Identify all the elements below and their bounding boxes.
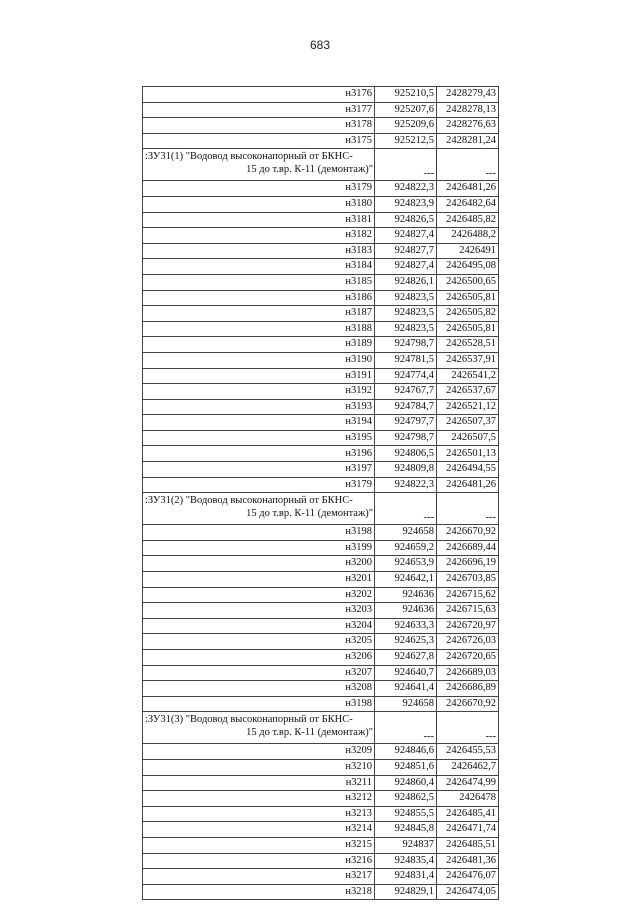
- section-dash-x: ---: [375, 712, 437, 744]
- x-coordinate-cell: 924826,1: [375, 274, 437, 290]
- point-id-cell: н3206: [143, 650, 375, 666]
- y-coordinate-cell: 2426670,92: [437, 696, 499, 712]
- point-id-cell: н3211: [143, 775, 375, 791]
- table-row: [143, 572, 499, 588]
- point-id-cell: н3177: [143, 102, 375, 118]
- table-row: [143, 87, 499, 103]
- y-coordinate-cell: 2426528,51: [437, 337, 499, 353]
- y-coordinate-cell: 2428276,63: [437, 118, 499, 134]
- x-coordinate-cell: 924781,5: [375, 352, 437, 368]
- table-row: [143, 744, 499, 760]
- y-coordinate-cell: 2426494,55: [437, 462, 499, 478]
- section-title: [143, 712, 375, 744]
- y-coordinate-cell: 2428281,24: [437, 133, 499, 149]
- table-row: [143, 634, 499, 650]
- point-id-cell: н3176: [143, 87, 375, 103]
- point-id-cell: н3193: [143, 399, 375, 415]
- point-id-cell: н3181: [143, 212, 375, 228]
- x-coordinate-cell: 924806,5: [375, 446, 437, 462]
- x-coordinate-cell: 924633,3: [375, 618, 437, 634]
- x-coordinate-cell: 925210,5: [375, 87, 437, 103]
- point-id-cell: н3175: [143, 133, 375, 149]
- x-coordinate-cell: 924827,4: [375, 228, 437, 244]
- point-id-cell: н3203: [143, 603, 375, 619]
- x-coordinate-cell: 924658: [375, 696, 437, 712]
- y-coordinate-cell: 2426689,03: [437, 665, 499, 681]
- table-row: [143, 884, 499, 900]
- section-title-line2: 15 до т.вр. К-11 (демонтаж)": [246, 508, 373, 520]
- coordinates-table-body: [143, 87, 499, 900]
- y-coordinate-cell: 2426488,2: [437, 228, 499, 244]
- table-row: [143, 869, 499, 885]
- table-row: [143, 853, 499, 869]
- y-coordinate-cell: 2426485,82: [437, 212, 499, 228]
- table-row: [143, 540, 499, 556]
- point-id-cell: н3178: [143, 118, 375, 134]
- x-coordinate-cell: 924636: [375, 603, 437, 619]
- x-coordinate-cell: 924823,5: [375, 321, 437, 337]
- section-header-row: [143, 712, 499, 744]
- table-row: [143, 228, 499, 244]
- point-id-cell: н3196: [143, 446, 375, 462]
- x-coordinate-cell: 924846,6: [375, 744, 437, 760]
- y-coordinate-cell: 2426505,81: [437, 321, 499, 337]
- x-coordinate-cell: 924822,3: [375, 181, 437, 197]
- point-id-cell: н3213: [143, 806, 375, 822]
- y-coordinate-cell: 2426501,13: [437, 446, 499, 462]
- y-coordinate-cell: 2428278,13: [437, 102, 499, 118]
- x-coordinate-cell: 924653,9: [375, 556, 437, 572]
- x-coordinate-cell: 924627,8: [375, 650, 437, 666]
- y-coordinate-cell: 2426500,65: [437, 274, 499, 290]
- x-coordinate-cell: 925207,6: [375, 102, 437, 118]
- point-id-cell: н3191: [143, 368, 375, 384]
- table-row: [143, 212, 499, 228]
- x-coordinate-cell: 924636: [375, 587, 437, 603]
- section-title: [143, 493, 375, 525]
- table-row: [143, 118, 499, 134]
- x-coordinate-cell: 924822,3: [375, 477, 437, 493]
- section-header-row: [143, 493, 499, 525]
- y-coordinate-cell: 2426462,7: [437, 759, 499, 775]
- point-id-cell: н3188: [143, 321, 375, 337]
- x-coordinate-cell: 924835,4: [375, 853, 437, 869]
- x-coordinate-cell: 924767,7: [375, 384, 437, 400]
- point-id-cell: н3189: [143, 337, 375, 353]
- x-coordinate-cell: 924659,2: [375, 540, 437, 556]
- section-dash-y: ---: [437, 493, 499, 525]
- table-row: [143, 102, 499, 118]
- x-coordinate-cell: 924831,4: [375, 869, 437, 885]
- point-id-cell: н3209: [143, 744, 375, 760]
- point-id-cell: н3195: [143, 430, 375, 446]
- section-title-line2: 15 до т.вр. К-11 (демонтаж)": [246, 164, 373, 176]
- y-coordinate-cell: 2426481,26: [437, 477, 499, 493]
- table-row: [143, 243, 499, 259]
- section-title-line1: :ЗУ31(3) "Водовод высоконапорный от БКНС-: [145, 714, 353, 726]
- x-coordinate-cell: 924837: [375, 837, 437, 853]
- point-id-cell: н3201: [143, 572, 375, 588]
- y-coordinate-cell: 2426478: [437, 791, 499, 807]
- point-id-cell: н3183: [143, 243, 375, 259]
- table-row: [143, 587, 499, 603]
- point-id-cell: н3217: [143, 869, 375, 885]
- x-coordinate-cell: 924797,7: [375, 415, 437, 431]
- point-id-cell: н3198: [143, 525, 375, 541]
- y-coordinate-cell: 2426505,82: [437, 306, 499, 322]
- point-id-cell: н3215: [143, 837, 375, 853]
- point-id-cell: н3186: [143, 290, 375, 306]
- y-coordinate-cell: 2426521,12: [437, 399, 499, 415]
- y-coordinate-cell: 2426507,5: [437, 430, 499, 446]
- section-title-line1: :ЗУ31(2) "Водовод высоконапорный от БКНС-: [145, 495, 353, 507]
- point-id-cell: н3205: [143, 634, 375, 650]
- y-coordinate-cell: 2426474,05: [437, 884, 499, 900]
- y-coordinate-cell: 2426696,19: [437, 556, 499, 572]
- coordinates-table: [142, 86, 499, 900]
- table-row: [143, 274, 499, 290]
- table-row: [143, 759, 499, 775]
- x-coordinate-cell: 924625,3: [375, 634, 437, 650]
- x-coordinate-cell: 924855,5: [375, 806, 437, 822]
- table-row: [143, 665, 499, 681]
- x-coordinate-cell: 924658: [375, 525, 437, 541]
- point-id-cell: н3198: [143, 696, 375, 712]
- y-coordinate-cell: 2426537,67: [437, 384, 499, 400]
- x-coordinate-cell: 924774,4: [375, 368, 437, 384]
- table-row: [143, 822, 499, 838]
- section-dash-x: ---: [375, 149, 437, 181]
- table-row: [143, 290, 499, 306]
- point-id-cell: н3190: [143, 352, 375, 368]
- x-coordinate-cell: 924827,4: [375, 259, 437, 275]
- x-coordinate-cell: 925209,6: [375, 118, 437, 134]
- table-row: [143, 525, 499, 541]
- y-coordinate-cell: 2426471,74: [437, 822, 499, 838]
- x-coordinate-cell: 924826,5: [375, 212, 437, 228]
- table-row: [143, 603, 499, 619]
- y-coordinate-cell: 2426455,53: [437, 744, 499, 760]
- table-row: [143, 681, 499, 697]
- y-coordinate-cell: 2426476,07: [437, 869, 499, 885]
- point-id-cell: н3218: [143, 884, 375, 900]
- table-row: [143, 837, 499, 853]
- x-coordinate-cell: 924823,5: [375, 306, 437, 322]
- section-title-line2: 15 до т.вр. К-11 (демонтаж)": [246, 727, 373, 739]
- y-coordinate-cell: 2426726,03: [437, 634, 499, 650]
- x-coordinate-cell: 924862,5: [375, 791, 437, 807]
- point-id-cell: н3204: [143, 618, 375, 634]
- x-coordinate-cell: 924823,5: [375, 290, 437, 306]
- x-coordinate-cell: 924798,7: [375, 430, 437, 446]
- table-row: [143, 446, 499, 462]
- table-row: [143, 337, 499, 353]
- point-id-cell: н3199: [143, 540, 375, 556]
- table-row: [143, 196, 499, 212]
- x-coordinate-cell: 924823,9: [375, 196, 437, 212]
- y-coordinate-cell: 2426689,44: [437, 540, 499, 556]
- point-id-cell: н3214: [143, 822, 375, 838]
- y-coordinate-cell: 2426481,26: [437, 181, 499, 197]
- x-coordinate-cell: 924798,7: [375, 337, 437, 353]
- point-id-cell: н3182: [143, 228, 375, 244]
- point-id-cell: н3187: [143, 306, 375, 322]
- point-id-cell: н3197: [143, 462, 375, 478]
- y-coordinate-cell: 2426720,65: [437, 650, 499, 666]
- y-coordinate-cell: 2426715,62: [437, 587, 499, 603]
- y-coordinate-cell: 2426686,89: [437, 681, 499, 697]
- x-coordinate-cell: 924827,7: [375, 243, 437, 259]
- point-id-cell: н3184: [143, 259, 375, 275]
- x-coordinate-cell: 924860,4: [375, 775, 437, 791]
- table-row: [143, 477, 499, 493]
- x-coordinate-cell: 924784,7: [375, 399, 437, 415]
- section-header-row: [143, 149, 499, 181]
- y-coordinate-cell: 2426537,91: [437, 352, 499, 368]
- section-title-line1: :ЗУ31(1) "Водовод высоконапорный от БКНС-: [145, 151, 353, 163]
- point-id-cell: н3210: [143, 759, 375, 775]
- table-row: [143, 368, 499, 384]
- table-row: [143, 321, 499, 337]
- point-id-cell: н3185: [143, 274, 375, 290]
- y-coordinate-cell: 2426485,41: [437, 806, 499, 822]
- table-row: [143, 306, 499, 322]
- point-id-cell: н3192: [143, 384, 375, 400]
- y-coordinate-cell: 2426541,2: [437, 368, 499, 384]
- x-coordinate-cell: 924829,1: [375, 884, 437, 900]
- x-coordinate-cell: 924640,7: [375, 665, 437, 681]
- table-row: [143, 415, 499, 431]
- table-row: [143, 462, 499, 478]
- point-id-cell: н3202: [143, 587, 375, 603]
- table-row: [143, 618, 499, 634]
- table-row: [143, 806, 499, 822]
- point-id-cell: н3208: [143, 681, 375, 697]
- y-coordinate-cell: 2426495,08: [437, 259, 499, 275]
- y-coordinate-cell: 2426670,92: [437, 525, 499, 541]
- table-row: [143, 696, 499, 712]
- point-id-cell: н3212: [143, 791, 375, 807]
- point-id-cell: н3180: [143, 196, 375, 212]
- table-row: [143, 775, 499, 791]
- x-coordinate-cell: 924809,8: [375, 462, 437, 478]
- y-coordinate-cell: 2426474,99: [437, 775, 499, 791]
- point-id-cell: н3179: [143, 181, 375, 197]
- y-coordinate-cell: 2426703,85: [437, 572, 499, 588]
- section-dash-y: ---: [437, 149, 499, 181]
- point-id-cell: н3200: [143, 556, 375, 572]
- point-id-cell: н3179: [143, 477, 375, 493]
- point-id-cell: н3194: [143, 415, 375, 431]
- table-row: [143, 133, 499, 149]
- table-row: [143, 384, 499, 400]
- table-row: [143, 791, 499, 807]
- y-coordinate-cell: 2426507,37: [437, 415, 499, 431]
- y-coordinate-cell: 2426485,51: [437, 837, 499, 853]
- x-coordinate-cell: 924845,8: [375, 822, 437, 838]
- point-id-cell: н3207: [143, 665, 375, 681]
- table-row: [143, 556, 499, 572]
- page-number: 683: [309, 38, 331, 52]
- x-coordinate-cell: 924641,4: [375, 681, 437, 697]
- section-dash-x: ---: [375, 493, 437, 525]
- section-title: [143, 149, 375, 181]
- table-row: [143, 181, 499, 197]
- y-coordinate-cell: 2426482,64: [437, 196, 499, 212]
- table-row: [143, 352, 499, 368]
- point-id-cell: н3216: [143, 853, 375, 869]
- table-row: [143, 650, 499, 666]
- table-row: [143, 430, 499, 446]
- table-row: [143, 259, 499, 275]
- table-row: [143, 399, 499, 415]
- y-coordinate-cell: 2426715,63: [437, 603, 499, 619]
- x-coordinate-cell: 924642,1: [375, 572, 437, 588]
- y-coordinate-cell: 2426491: [437, 243, 499, 259]
- y-coordinate-cell: 2426505,81: [437, 290, 499, 306]
- section-dash-y: ---: [437, 712, 499, 744]
- x-coordinate-cell: 924851,6: [375, 759, 437, 775]
- y-coordinate-cell: 2428279,43: [437, 87, 499, 103]
- y-coordinate-cell: 2426481,36: [437, 853, 499, 869]
- y-coordinate-cell: 2426720,97: [437, 618, 499, 634]
- x-coordinate-cell: 925212,5: [375, 133, 437, 149]
